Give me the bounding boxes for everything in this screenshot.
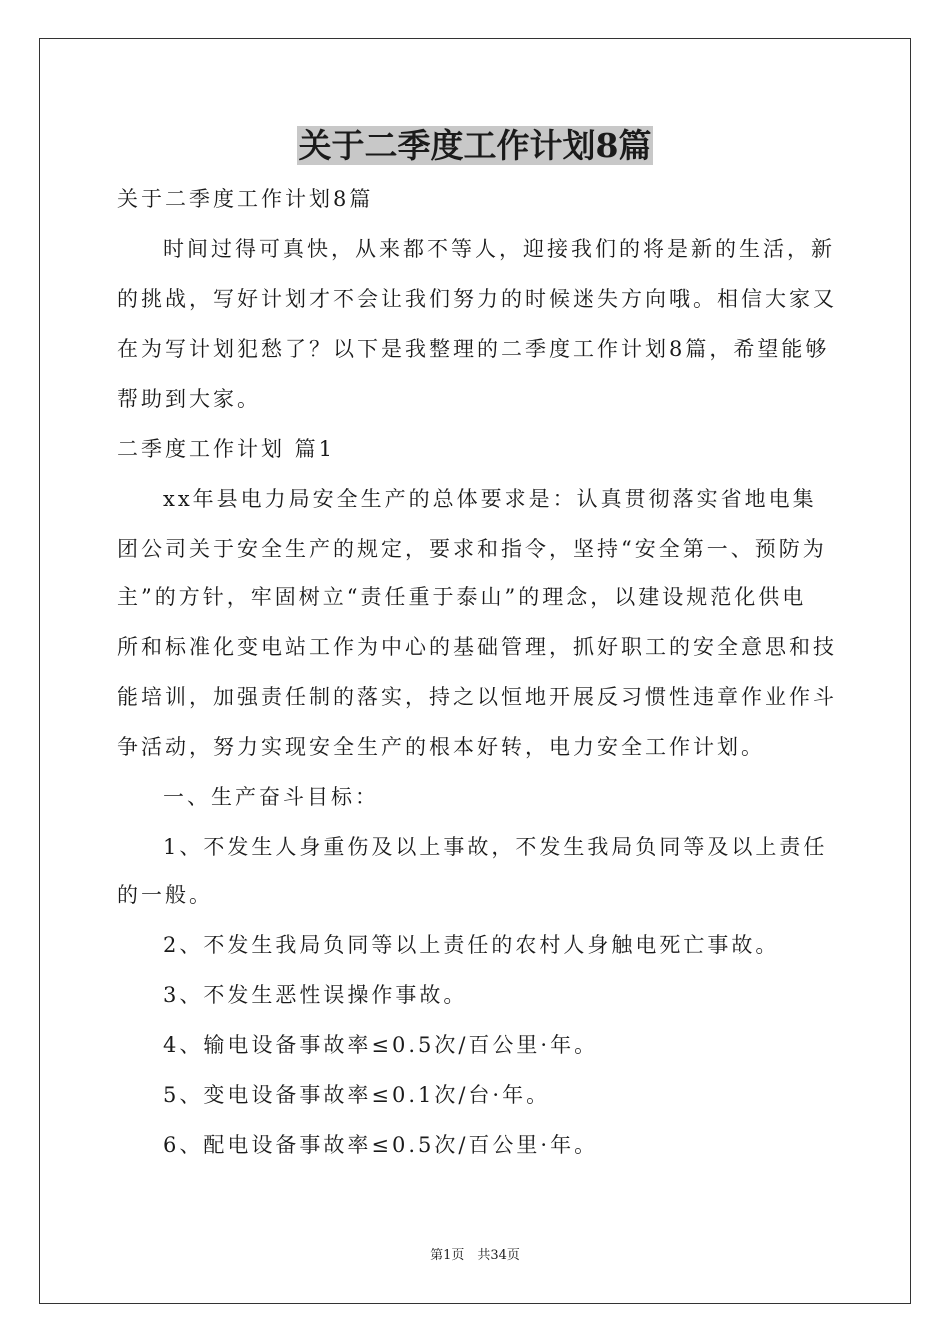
intro-line: 的挑战，写好计划才不会让我们努力的时候迷失方向哦。相信大家又	[117, 287, 837, 311]
page-number: 第1页 共34页	[430, 1248, 520, 1263]
goal-item: 2、不发生我局负同等以上责任的农村人身触电死亡事故。	[163, 933, 780, 957]
body-line: 团公司关于安全生产的规定，要求和指令，坚持“安全第一、预防为	[117, 537, 827, 561]
goal-item: 5、变电设备事故率≤0.1次/台·年。	[163, 1083, 551, 1107]
body-line: 所和标准化变电站工作为中心的基础管理，抓好职工的安全意思和技	[117, 635, 837, 659]
document-title	[0, 122, 950, 170]
goal-item: 3、不发生恶性误操作事故。	[163, 983, 468, 1007]
section-heading: 二季度工作计划 篇1	[117, 437, 336, 461]
body-line: 能培训，加强责任制的落实，持之以恒地开展反习惯性违章作业作斗	[117, 685, 837, 709]
body-line: 争活动，努力实现安全生产的根本好转，电力安全工作计划。	[117, 735, 765, 759]
document-title-text: 关于二季度工作计划8篇	[298, 126, 652, 165]
intro-line: 时间过得可真快，从来都不等人，迎接我们的将是新的生活，新	[163, 237, 835, 261]
goal-item: 的一般。	[117, 883, 213, 907]
intro-line: 帮助到大家。	[117, 387, 261, 411]
page-border	[39, 38, 911, 1304]
body-line: 主”的方针，牢固树立“责任重于泰山”的理念，以建设规范化供电	[117, 585, 807, 609]
body-line: xx年县电力局安全生产的总体要求是：认真贯彻落实省地电集	[163, 487, 817, 511]
goal-item: 6、配电设备事故率≤0.5次/百公里·年。	[163, 1133, 599, 1157]
intro-line: 在为写计划犯愁了？以下是我整理的二季度工作计划8篇，希望能够	[117, 337, 830, 361]
goals-heading: 一、生产奋斗目标：	[163, 785, 379, 809]
document-subtitle: 关于二季度工作计划8篇	[117, 187, 374, 211]
goal-item: 1、不发生人身重伤及以上事故，不发生我局负同等及以上责任	[163, 835, 828, 859]
goal-item: 4、输电设备事故率≤0.5次/百公里·年。	[163, 1033, 599, 1057]
